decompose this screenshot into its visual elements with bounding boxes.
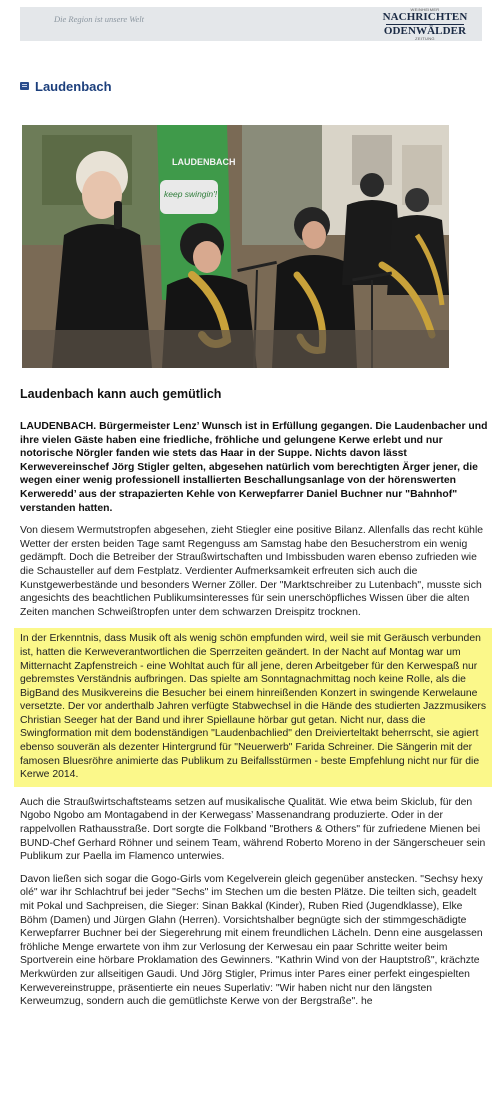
- concert-photo-illustration: [22, 125, 449, 368]
- article-paragraph-1: Von diesem Wermutstropfen abgesehen, zieht Stiegler eine positive Bilanz. Allenfalls das recht kühle Wetter der ersten beiden Tage samt Regenguss am Samstag habe den Besucherstrom ein wenig gedämpft. Doch die Betreiber der Straußwirtschaften und Imbissbuden waren ebenso zufrieden wie die Schausteller auf dem Festplatz. Verdienter Aufmerksamkeit erfreuten sich auch die Kunstgewerbestände und besonders Werner Zöller. Der "Marktschreiber zu Lutenbach", musste sich angesichts des beachtlichen Publikumsinteresses für sein unerschöpfliches Wissen über die alten Zeiten manchen Schweißtropfen unter dem schwarzen Dreispitz trocknen.: [20, 525, 484, 618]
- article-paragraph-3: Auch die Straußwirtschaftsteams setzen auf musikalische Qualität. Wie etwa beim Skiclub, für den Ngobo Ngobo am Montagabend in der Kerwegass’ Massenandrang produzierte. Oder in der rappelvollen Rathausstraße. Dort sorgte die Folkband "Brothers & Others" für zufriedene Mienen bei BUND-Chef Gerhard Röhner und seinem Team, während Roberto Moreno in der Sängerscheuer sein Publikum zur Paella im Flamenco unterwies.: [20, 796, 486, 863]
- logo-line-2: ODENWÄLDER: [383, 25, 467, 37]
- logo-small-bottom: ZEITUNG: [415, 36, 435, 41]
- section-header[interactable]: [20, 77, 112, 95]
- logo-line-1: NACHRICHTEN: [382, 11, 468, 23]
- photo-banner-slogan: keep swingin'!: [164, 189, 218, 199]
- article-paragraph-4: Davon ließen sich sogar die Gogo-Girls vom Kegelverein gleich gegenüber anstecken. "Sechsy hexy olé" war ihr Schlachtruf bei jeder "Sechs" im Stechen um die besten Plätze. Die teilten sich, geadelt mit Pokal und Sachpreisen, die Sieger: Sinan Bakkal (Kinder), Ruben Ried (Jugendklasse), Elke Böhm (Damen) und Jürgen Glahn (Herren). Vorsichtshalber begnügte sich der stimmgeschädigte Kerwepfarrer Buchner bei der Siegerehrung mit einem freundlichen Lächeln. Denn eine ausgelassen fröhliche Menge erwartete von ihm zur Verlosung der Kerwesau ein paar Schritte weiter beim Sportverein eine hörbare Proklamation des Gewinners. "Kathrin Wind von der Hauptstroß", krächzte Merkwürden zur allseitigen Gaudi. Und Jörg Stigler, Primus inter Pares einer perfekt eingespielten Kerwevereinstruppe, präsentierte ein neues Superlativ: "Wir haben nicht nur den längsten Kerweumzug, sondern auch die gemütlichste Kerwe von der Bergstraße". he: [20, 873, 483, 1008]
- logo-small-top: WEINHEIMER: [410, 7, 440, 12]
- newspaper-icon: [20, 82, 29, 90]
- section-title: Laudenbach: [35, 78, 112, 94]
- article-headline: Laudenbach kann auch gemütlich: [20, 387, 222, 401]
- article-paragraph-highlighted: In der Erkenntnis, dass Musik oft als wenig schön empfunden wird, weil sie mit Geräusch verbunden ist, hatten die Kerweverantwortlichen die Sperrzeiten geändert. In der Nacht auf Montag war um Mitternacht Zapfenstreich - eine Wohltat auch für all jene, deren Arbeitgeber für den Kerwespaß nur gebremstes Verständnis aufbringen. Das spielte am Sonntagnachmittag noch keine Rolle, als die BigBand des Musikvereins die Besucher bei einem hinreißenden Konzert in swingende Kerwelaune versetzte. Der vor anderthalb Jahren verfügte Stabwechsel in die Hände des studierten Jazzmusikers Christian Seeger hat der Band und ihrer Spiellaune hörbar gut getan. Nicht nur, dass die Swingformation mit dem bodenständigen "Laudenbachlied" den Dreivierteltakt beherrscht, sie agiert ebenso souverän als dezenter Hintergrund für "Neuerwerb" Farida Schreiner. Die Sängerin mit der famosen Bluesröhre animierte das Publikum zu Beifallsstürmen - beste Empfehlung nicht nur für die Kerwe 2014.: [14, 628, 492, 787]
- article-body: [20, 420, 488, 1018]
- article-lead-paragraph: LAUDENBACH. Bürgermeister Lenz’ Wunsch ist in Erfüllung gegangen. Die Laudenbacher und ihre vielen Gäste haben eine friedliche, fröhliche und gelungene Kerwe erlebt und nur notorische Nörgler fanden wie stets das Haar in der Suppe. Nichts davon lässt Kerwevereinschef Jörg Stigler gelten, abgesehen natürlich vom berechtigten Ärger jener, die wegen einer wenig professionell installierten Beschallungsanlage von der hörenswerten Kerweredd’ aus der strapazierten Kehle von Kerwepfarrer Daniel Buchner nur "Bahnhof" verstanden hatten.: [20, 421, 488, 514]
- masthead: [20, 7, 482, 41]
- newspaper-logo[interactable]: [380, 8, 470, 41]
- masthead-tagline: Die Region ist unsere Welt: [54, 14, 145, 24]
- photo-banner-text: LAUDENBACH: [172, 157, 236, 167]
- article-photo: [22, 125, 449, 368]
